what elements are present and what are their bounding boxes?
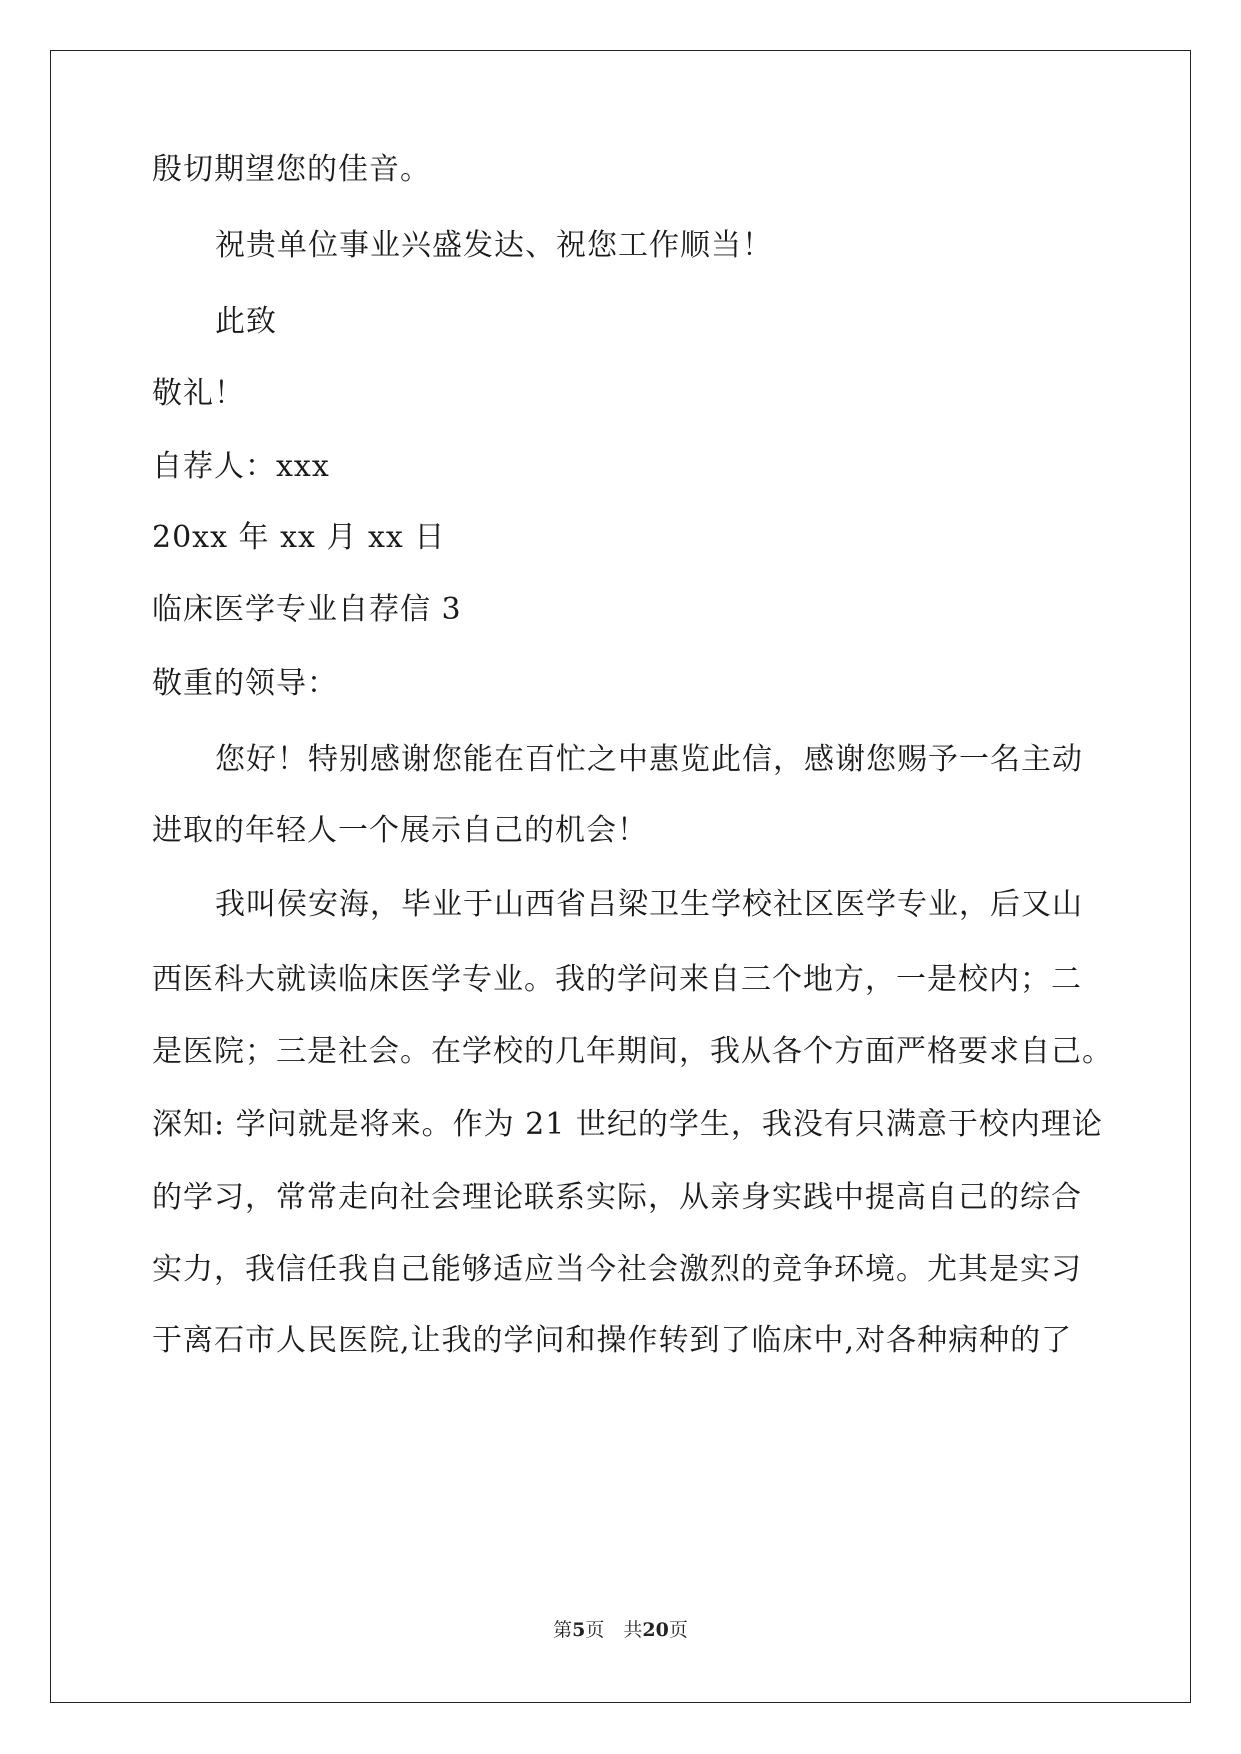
page-border [50,50,1191,1703]
document-heading: 临床医学专业自荐信 3 [152,592,462,627]
text-line: 祝贵单位事业兴盛发达、祝您工作顺当！ [215,228,773,263]
current-page-number: 5 [572,1619,586,1641]
text-line: 深知: 学问就是将来。作为 21 世纪的学生，我没有只满意于校内理论 [152,1107,1103,1142]
text-line: 您好！特别感谢您能在百忙之中惠览此信，感谢您赐予一名主动 [215,742,1083,777]
text-line: 敬礼！ [152,376,245,411]
footer-suffix: 页 [668,1619,688,1641]
text-line: 自荐人：xxx [152,449,330,484]
text-line: 是医院；三是社会。在学校的几年期间，我从各个方面严格要求自己。 [152,1034,1113,1069]
salutation: 敬重的领导： [152,666,338,701]
text-line: 实力，我信任我自己能够适应当今社会激烈的竞争环境。尤其是实习 [152,1252,1082,1287]
text-line: 此致 [215,304,277,339]
text-line: 20xx 年 xx 月 xx 日 [152,520,446,555]
footer-prefix: 第 [553,1619,573,1641]
text-line: 我叫侯安海，毕业于山西省吕梁卫生学校社区医学专业，后又山 [215,887,1083,922]
text-line: 进取的年轻人一个展示自己的机会！ [152,813,648,848]
total-page-number: 20 [642,1619,669,1641]
text-line: 西医科大就读临床医学专业。我的学问来自三个地方，一是校内；二 [152,962,1082,997]
text-line: 于离石市人民医院,让我的学问和操作转到了临床中,对各种病种的了 [152,1323,1073,1358]
text-line: 的学习，常常走向社会理论联系实际，从亲身实践中提高自己的综合 [152,1180,1082,1215]
page-number-footer [0,1618,1241,1642]
text-line: 殷切期望您的佳音。 [152,152,431,187]
footer-middle: 页 共 [585,1619,643,1641]
